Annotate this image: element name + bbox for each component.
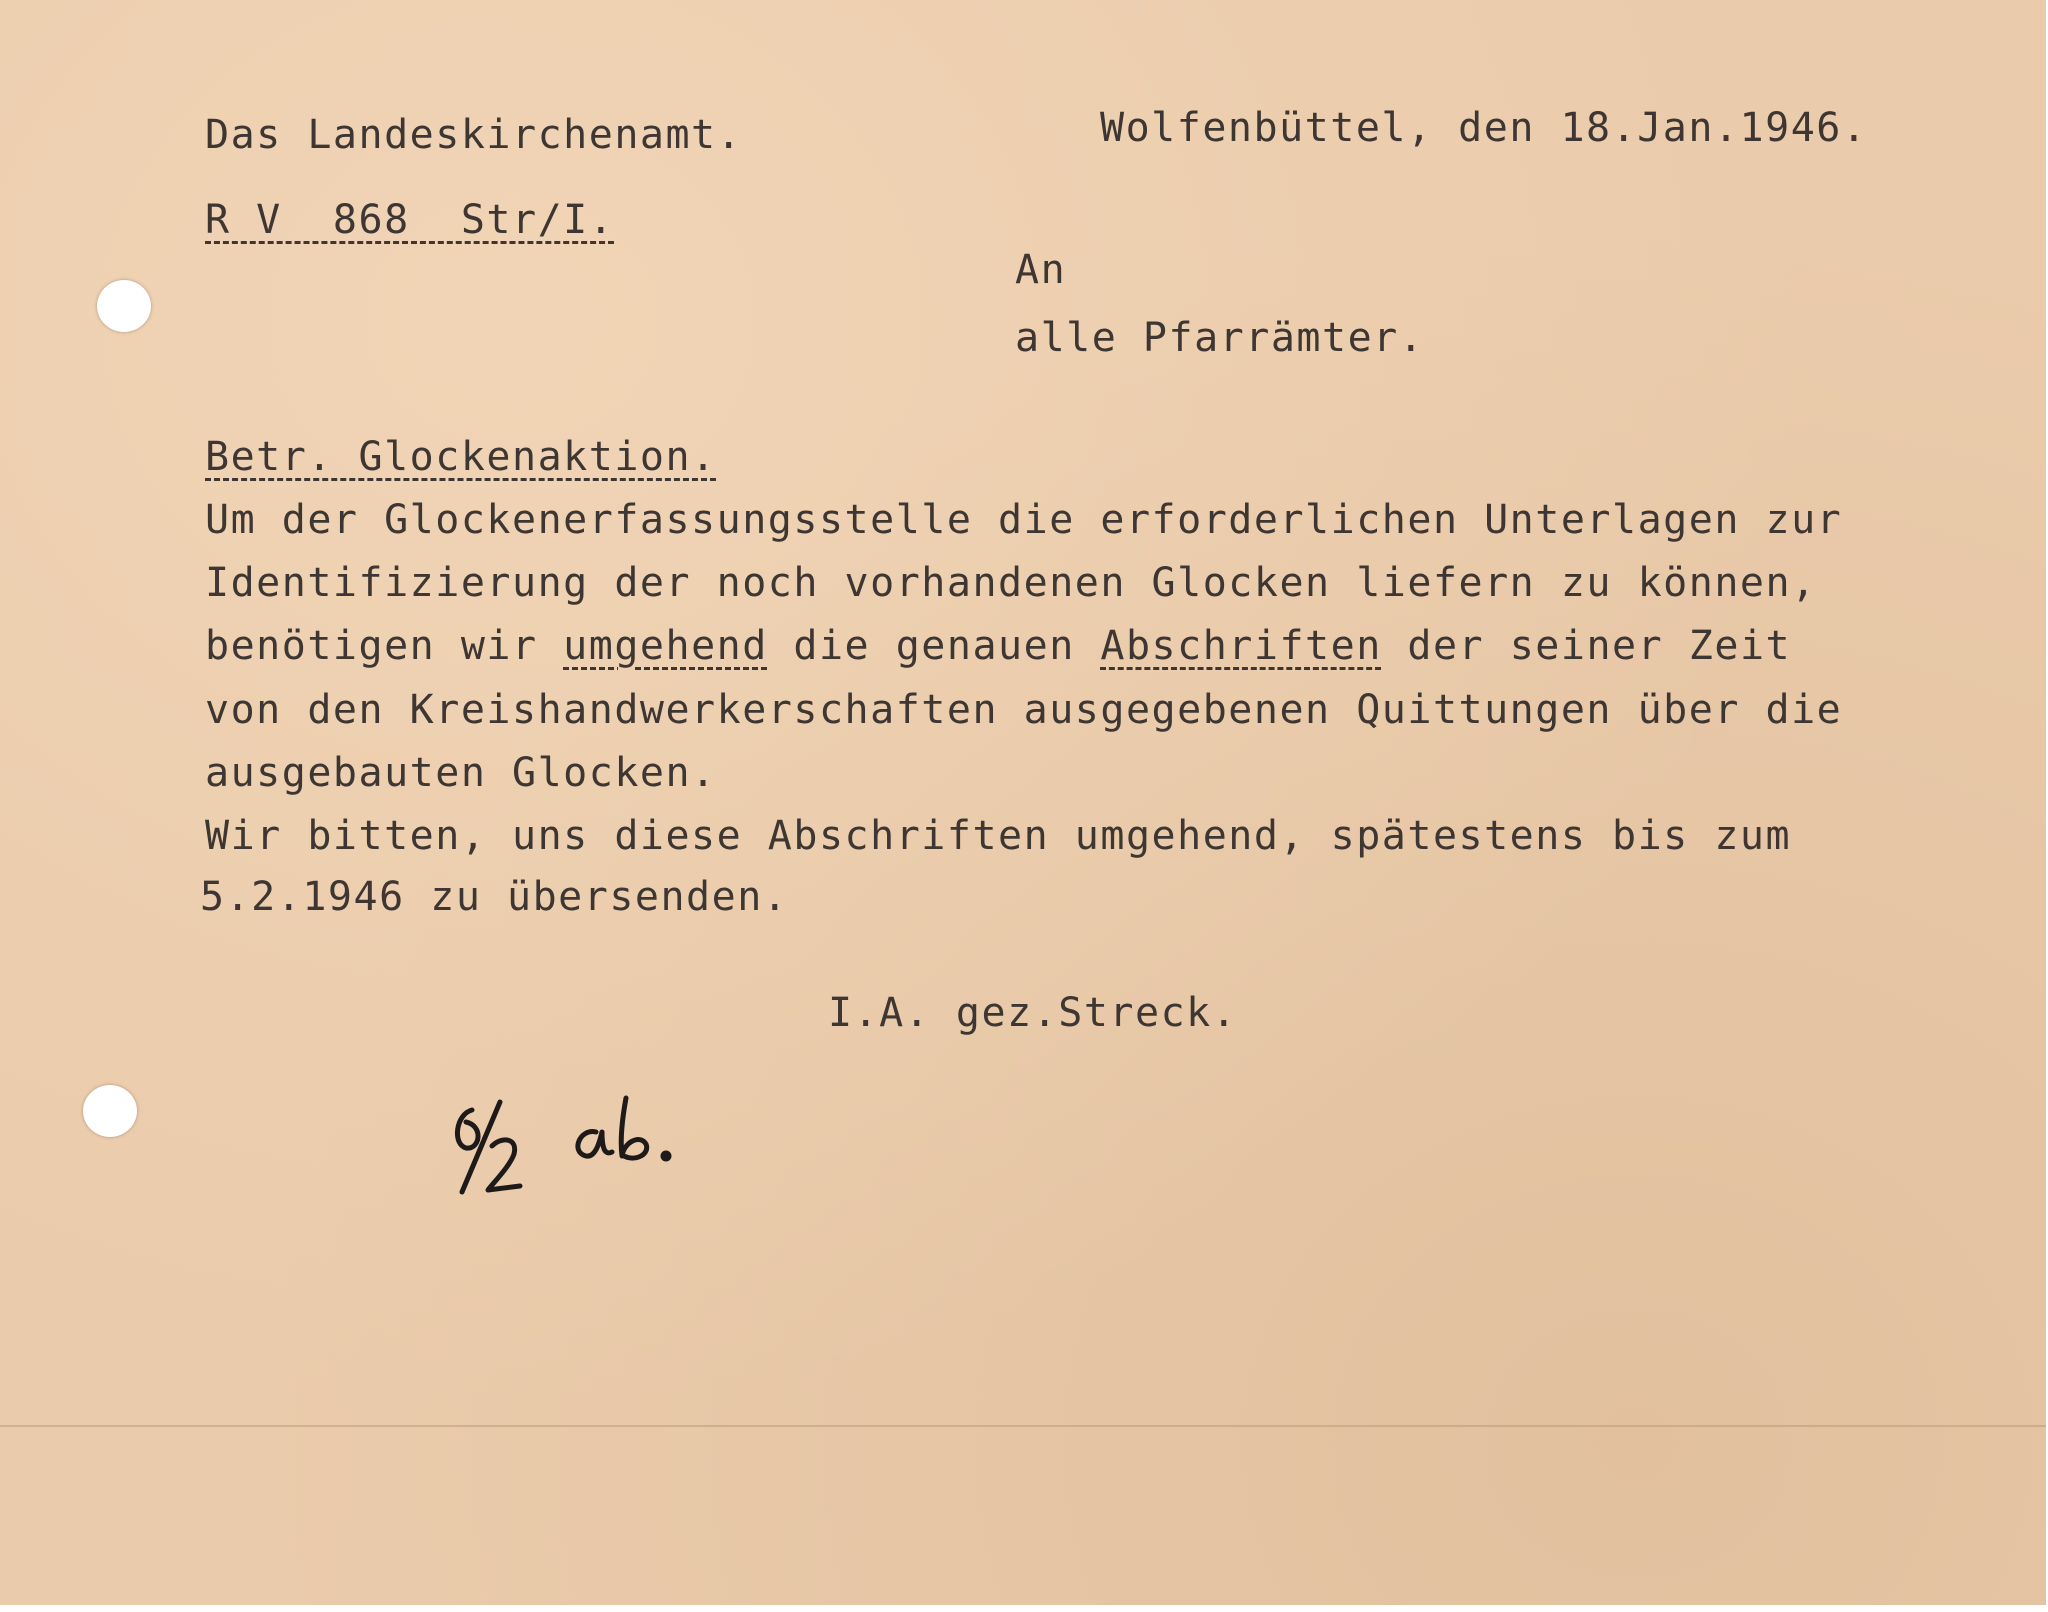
- body-line: von den Kreishandwerkerschaften ausgegebenen Quittungen über die: [205, 687, 1843, 733]
- body-line: 5.2.1946 zu übersenden.: [200, 874, 789, 920]
- subject-line: Betr. Glockenaktion.: [205, 434, 717, 480]
- recipient-line-2: alle Pfarrämter.: [1015, 315, 1425, 361]
- handwritten-note: [440, 1080, 700, 1200]
- body-text: die genauen: [767, 623, 1101, 669]
- underlined-word: Abschriften: [1100, 623, 1382, 669]
- body-line: Um der Glockenerfassungsstelle die erforderlichen Unterlagen zur: [205, 497, 1843, 543]
- punch-hole-top: [97, 280, 151, 332]
- body-line: [205, 623, 1792, 669]
- body-text: benötigen wir: [205, 623, 564, 669]
- body-line: Identifizierung der noch vorhandenen Glocken liefern zu können,: [205, 560, 1817, 606]
- body-text: der seiner Zeit: [1381, 623, 1792, 669]
- paper-fold: [0, 1425, 2046, 1427]
- sender: Das Landeskirchenamt.: [205, 112, 743, 158]
- body-line: Wir bitten, uns diese Abschriften umgehend, spätestens bis zum: [205, 813, 1792, 859]
- signature: I.A. gez.Streck.: [828, 990, 1238, 1036]
- underlined-word: umgehend: [563, 623, 768, 669]
- punch-hole-bottom: [83, 1085, 137, 1137]
- body-line: ausgebauten Glocken.: [205, 750, 717, 796]
- recipient-line-1: An: [1015, 247, 1067, 293]
- reference-number: R V 868 Str/I.: [205, 197, 615, 243]
- place-date: Wolfenbüttel, den 18.Jan.1946.: [1100, 105, 1868, 151]
